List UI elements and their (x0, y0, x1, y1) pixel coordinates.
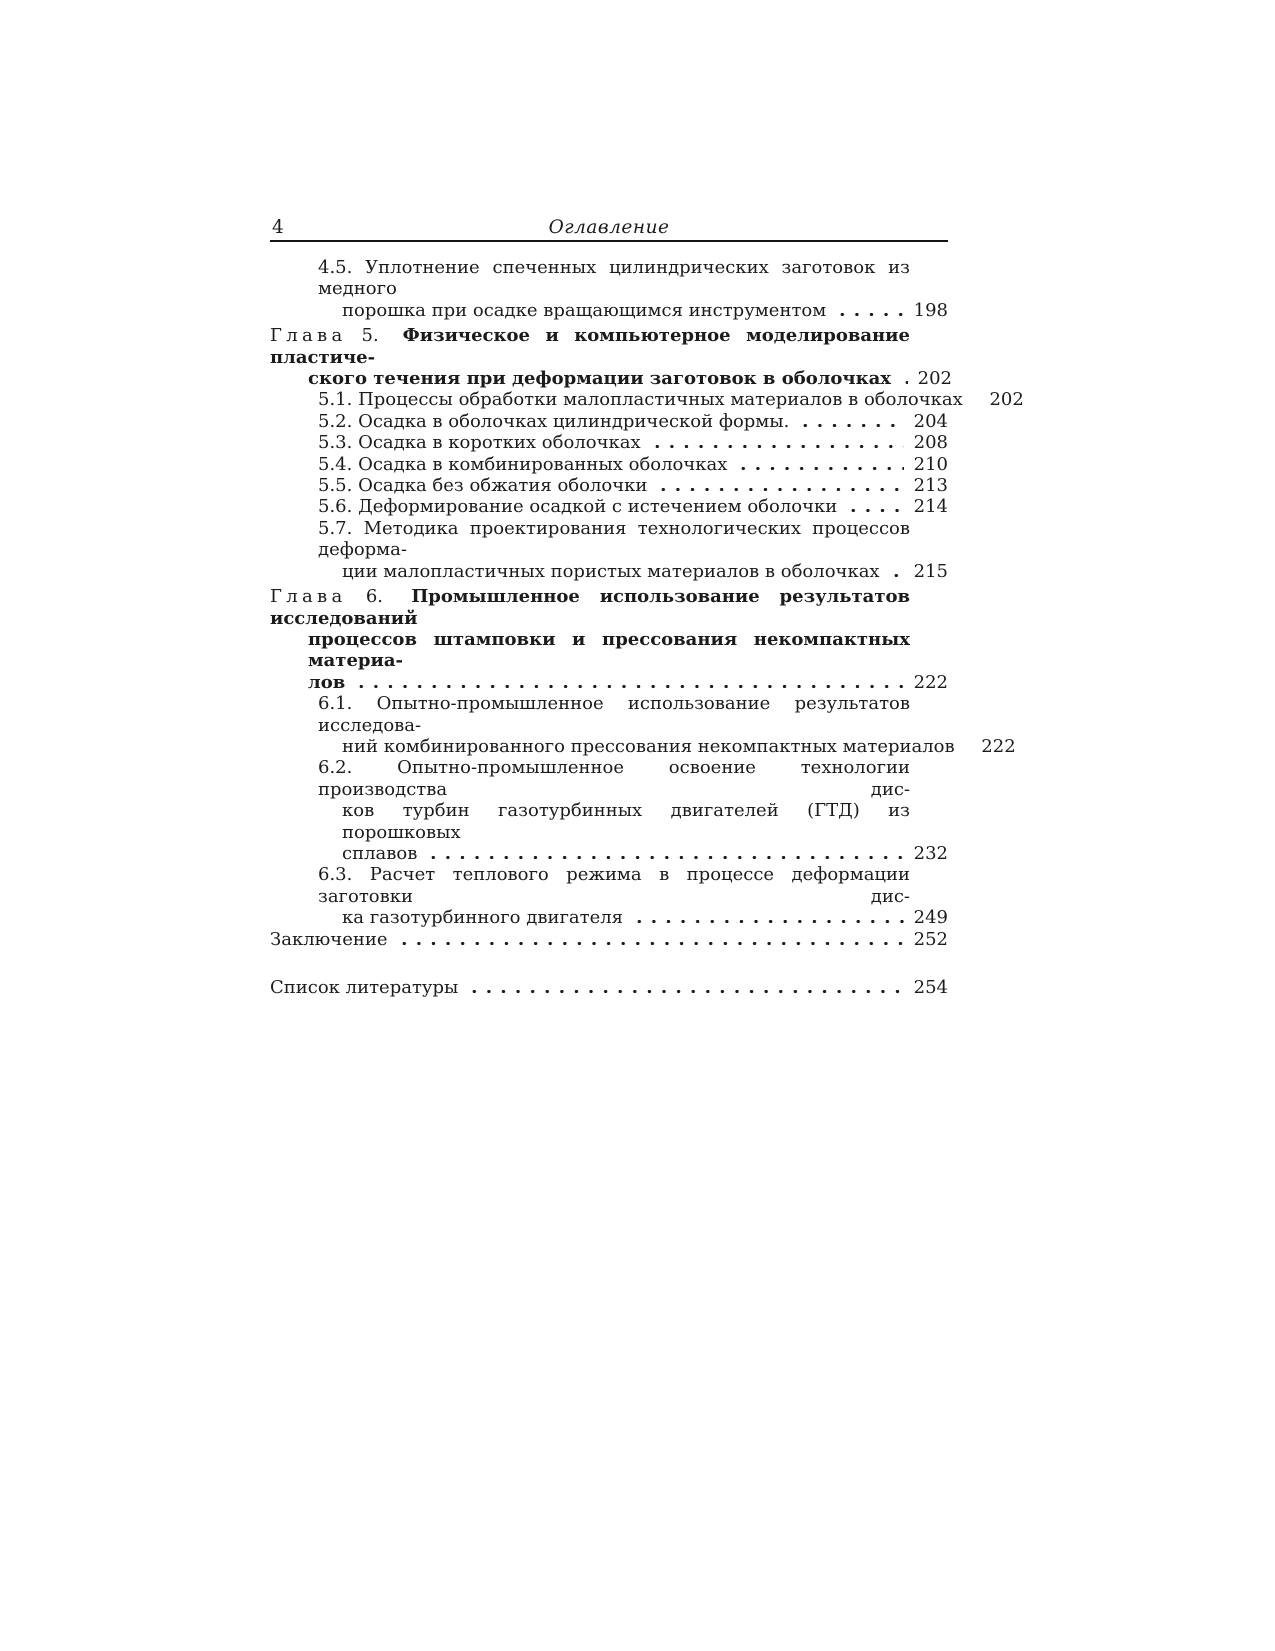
toc-entry-text: ний комбинированного прессования некомпактных материалов (342, 735, 955, 757)
page-ref: 213 (913, 475, 948, 497)
toc-entry-5-7 (270, 518, 948, 582)
toc-entry-5-3 (270, 432, 948, 453)
toc-entry-line (270, 432, 948, 453)
toc-entry-text: сплавов (342, 842, 418, 864)
page-header (270, 206, 948, 242)
page-ref: 222 (981, 735, 1016, 757)
toc-entry-text: 5.3. Осадка в коротких оболочках (318, 432, 641, 454)
toc-entry-text: 5.1. Процессы обработки малопластичных материалов в оболочках (318, 389, 963, 411)
toc-entry-line (270, 454, 948, 475)
toc-entry-text: 5.2. Осадка в оболочках цилиндрической формы. (318, 410, 790, 432)
page-header-title: Оглавление (548, 217, 670, 238)
toc-entry-line: 5.7. Методика проектирования технологических процессов деформа- (318, 517, 910, 561)
page-ref: 208 (913, 432, 948, 454)
toc-entry-chapter-5 (270, 325, 952, 390)
page-content (270, 206, 1024, 998)
toc-entry-5-5 (270, 475, 948, 496)
chapter-title-text: ского течения при деформации заготовок в оболочках (308, 368, 891, 390)
toc-entry-text: ка газотурбинного двигателя (342, 907, 624, 929)
toc-entry-4-5 (270, 257, 948, 321)
dot-leader (465, 990, 904, 993)
chapter-title-text: лов (308, 671, 346, 693)
page-ref: 222 (913, 671, 948, 693)
toc-entry-text: Список литературы (270, 977, 459, 998)
toc-entry-line (270, 496, 948, 517)
dot-leader (970, 402, 980, 405)
toc-entry-line: процессов штамповки и прессования некомпактных материа- (308, 628, 910, 672)
toc-entry-line (270, 586, 910, 629)
page-ref: 249 (913, 907, 948, 929)
page-ref: 254 (913, 977, 948, 998)
toc-entry-6-3 (270, 864, 948, 928)
dot-leader (833, 313, 904, 316)
chapter-title-text: Физическое и компьютерное моделирование пластиче- (270, 325, 910, 368)
page-ref: 202 (917, 368, 952, 390)
page-number: 4 (272, 217, 284, 238)
toc-entry-text: 5.4. Осадка в комбинированных оболочках (318, 453, 728, 475)
toc-entry-line (270, 325, 910, 368)
page-ref: 252 (913, 928, 948, 950)
dot-leader (898, 381, 908, 384)
dot-leader (887, 574, 904, 577)
toc-entry-text: 5.5. Осадка без обжатия оболочки (318, 475, 648, 497)
dot-leader (796, 424, 904, 427)
toc-entry-5-4 (270, 454, 948, 475)
chapter-label-number: 5. (361, 325, 379, 347)
toc-entry-line: 6.3. Расчет теплового режима в процессе деформации заготовки дис- (318, 864, 910, 907)
chapter-label (270, 325, 379, 346)
dot-leader (844, 509, 904, 512)
page-ref: 204 (913, 410, 948, 432)
toc-entry-line: 6.2. Опытно-промышленное освоение технологии производства дис- (318, 757, 910, 800)
page-ref: 214 (913, 496, 948, 518)
toc-entry-line (270, 475, 948, 496)
toc-entry-line (270, 735, 1016, 757)
toc-entry-line: 6.1. Опытно-промышленное использование результатов исследова- (318, 693, 910, 736)
chapter-label-word: Глава (270, 586, 347, 608)
table-of-contents (270, 257, 1024, 998)
toc-entry-line (270, 977, 948, 998)
dot-leader (352, 685, 904, 688)
toc-entry-line (270, 907, 948, 928)
toc-entry-text: Заключение (270, 928, 388, 950)
dot-leader (734, 467, 904, 470)
chapter-label (270, 586, 383, 607)
page-ref: 210 (913, 453, 948, 475)
toc-entry-conclusion (270, 929, 948, 950)
page-ref: 202 (989, 389, 1024, 411)
toc-entry-5-1 (270, 389, 1024, 411)
toc-entry-text: порошка при осадке вращающимся инструментом (342, 299, 827, 321)
dot-leader (654, 488, 904, 491)
toc-entry-text: 5.6. Деформирование осадкой с истечением оболочки (318, 496, 838, 518)
dot-leader (395, 942, 904, 945)
toc-entry-line (270, 561, 948, 582)
dot-leader (648, 445, 904, 448)
toc-entry-line: 4.5. Уплотнение спеченных цилиндрических заготовок из медного (318, 257, 910, 300)
chapter-label-word: Глава (270, 325, 347, 347)
toc-entry-line (270, 843, 948, 864)
toc-entry-line (270, 672, 948, 693)
page-ref: 232 (913, 842, 948, 864)
toc-entry-5-6 (270, 496, 948, 517)
page-ref: 215 (913, 560, 948, 582)
toc-entry-bibliography (270, 977, 948, 998)
dot-leader (630, 920, 904, 923)
toc-entry-line (270, 929, 948, 950)
toc-entry-line (270, 389, 1024, 411)
dot-leader (424, 856, 904, 859)
toc-entry-line (270, 411, 948, 432)
toc-entry-text: ции малопластичных пористых материалов в оболочках (342, 560, 880, 582)
chapter-label-number: 6. (365, 586, 384, 608)
toc-entry-6-2 (270, 757, 948, 864)
chapter-title-text: Промышленное использование результатов исследований (270, 586, 910, 629)
dot-leader (962, 749, 972, 752)
toc-entry-6-1 (270, 693, 1016, 757)
toc-entry-line (270, 300, 948, 321)
toc-entry-chapter-6 (270, 586, 948, 693)
toc-entry-5-2 (270, 411, 948, 432)
page-ref: 198 (913, 299, 948, 321)
toc-entry-line: ков турбин газотурбинных двигателей (ГТД) из порошковых (342, 800, 910, 843)
toc-entry-line (270, 368, 952, 390)
